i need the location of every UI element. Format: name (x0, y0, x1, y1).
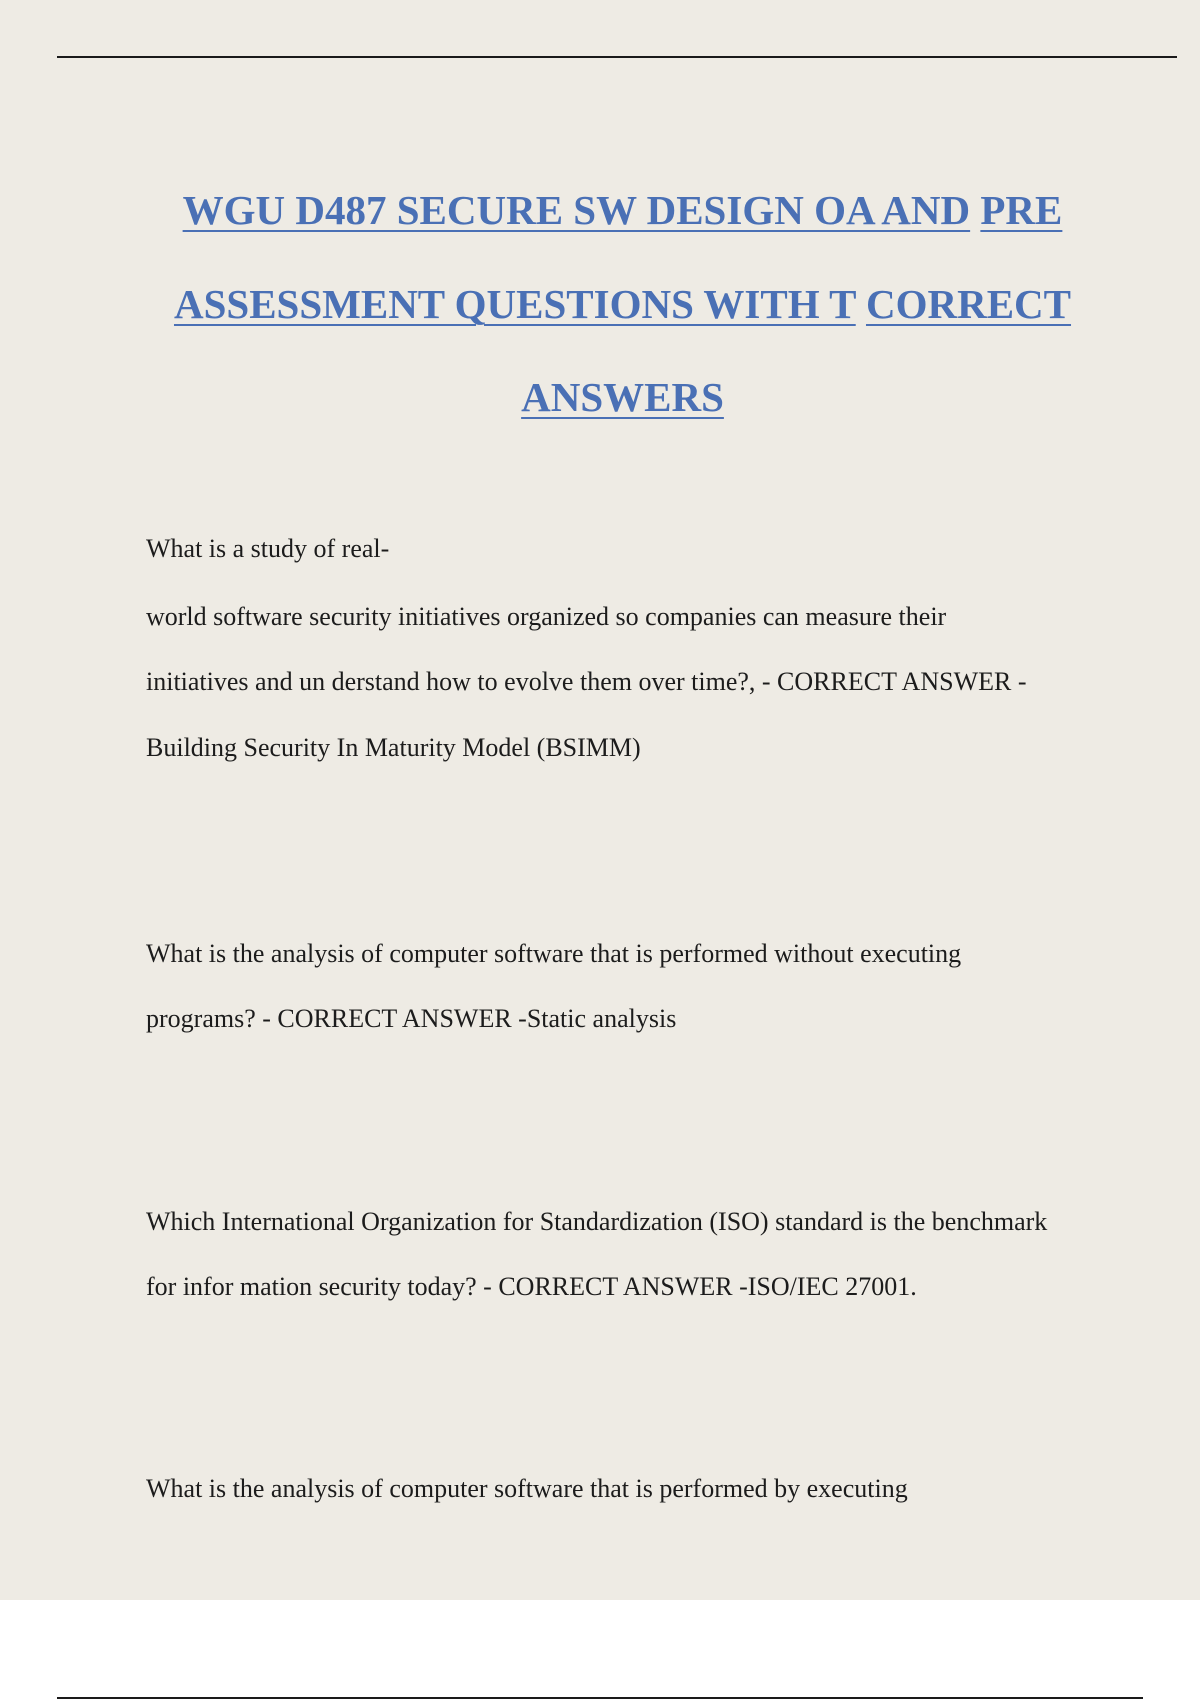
question-2-line-1: What is the analysis of computer software that is performed without executing (146, 939, 962, 968)
question-4-line-1: What is the analysis of computer software that is performed by executing (146, 1474, 908, 1503)
title-segment: PRE (980, 187, 1063, 233)
question-1-line-4: Building Security In Maturity Model (BSIMM) (146, 733, 641, 762)
footer-rule (57, 1697, 1143, 1699)
question-2-line-2: programs? - CORRECT ANSWER -Static analysis (146, 1004, 677, 1033)
header-rule (57, 56, 1177, 58)
document-title-line-1 (0, 186, 1200, 234)
title-segment: WGU D487 SECURE SW DESIGN OA AND (182, 187, 971, 233)
question-1-line-2: world software security initiatives organized so companies can measure their (146, 602, 947, 631)
question-3-line-2: for infor mation security today? - CORRECT ANSWER -ISO/IEC 27001. (146, 1272, 917, 1301)
document-title-line-2 (0, 280, 1200, 328)
title-segment: ASSESSMENT QUESTIONS WITH T (173, 281, 856, 327)
question-3-line-1: Which International Organization for Standardization (ISO) standard is the benchmark (146, 1207, 1048, 1236)
title-segment: ANSWERS (521, 374, 724, 420)
document-title-line-3 (0, 373, 1200, 421)
question-1-line-3: initiatives and un derstand how to evolve them over time?, - CORRECT ANSWER - (146, 667, 1027, 696)
title-segment: CORRECT (865, 281, 1072, 327)
question-1-line-1: What is a study of real- (146, 534, 390, 563)
